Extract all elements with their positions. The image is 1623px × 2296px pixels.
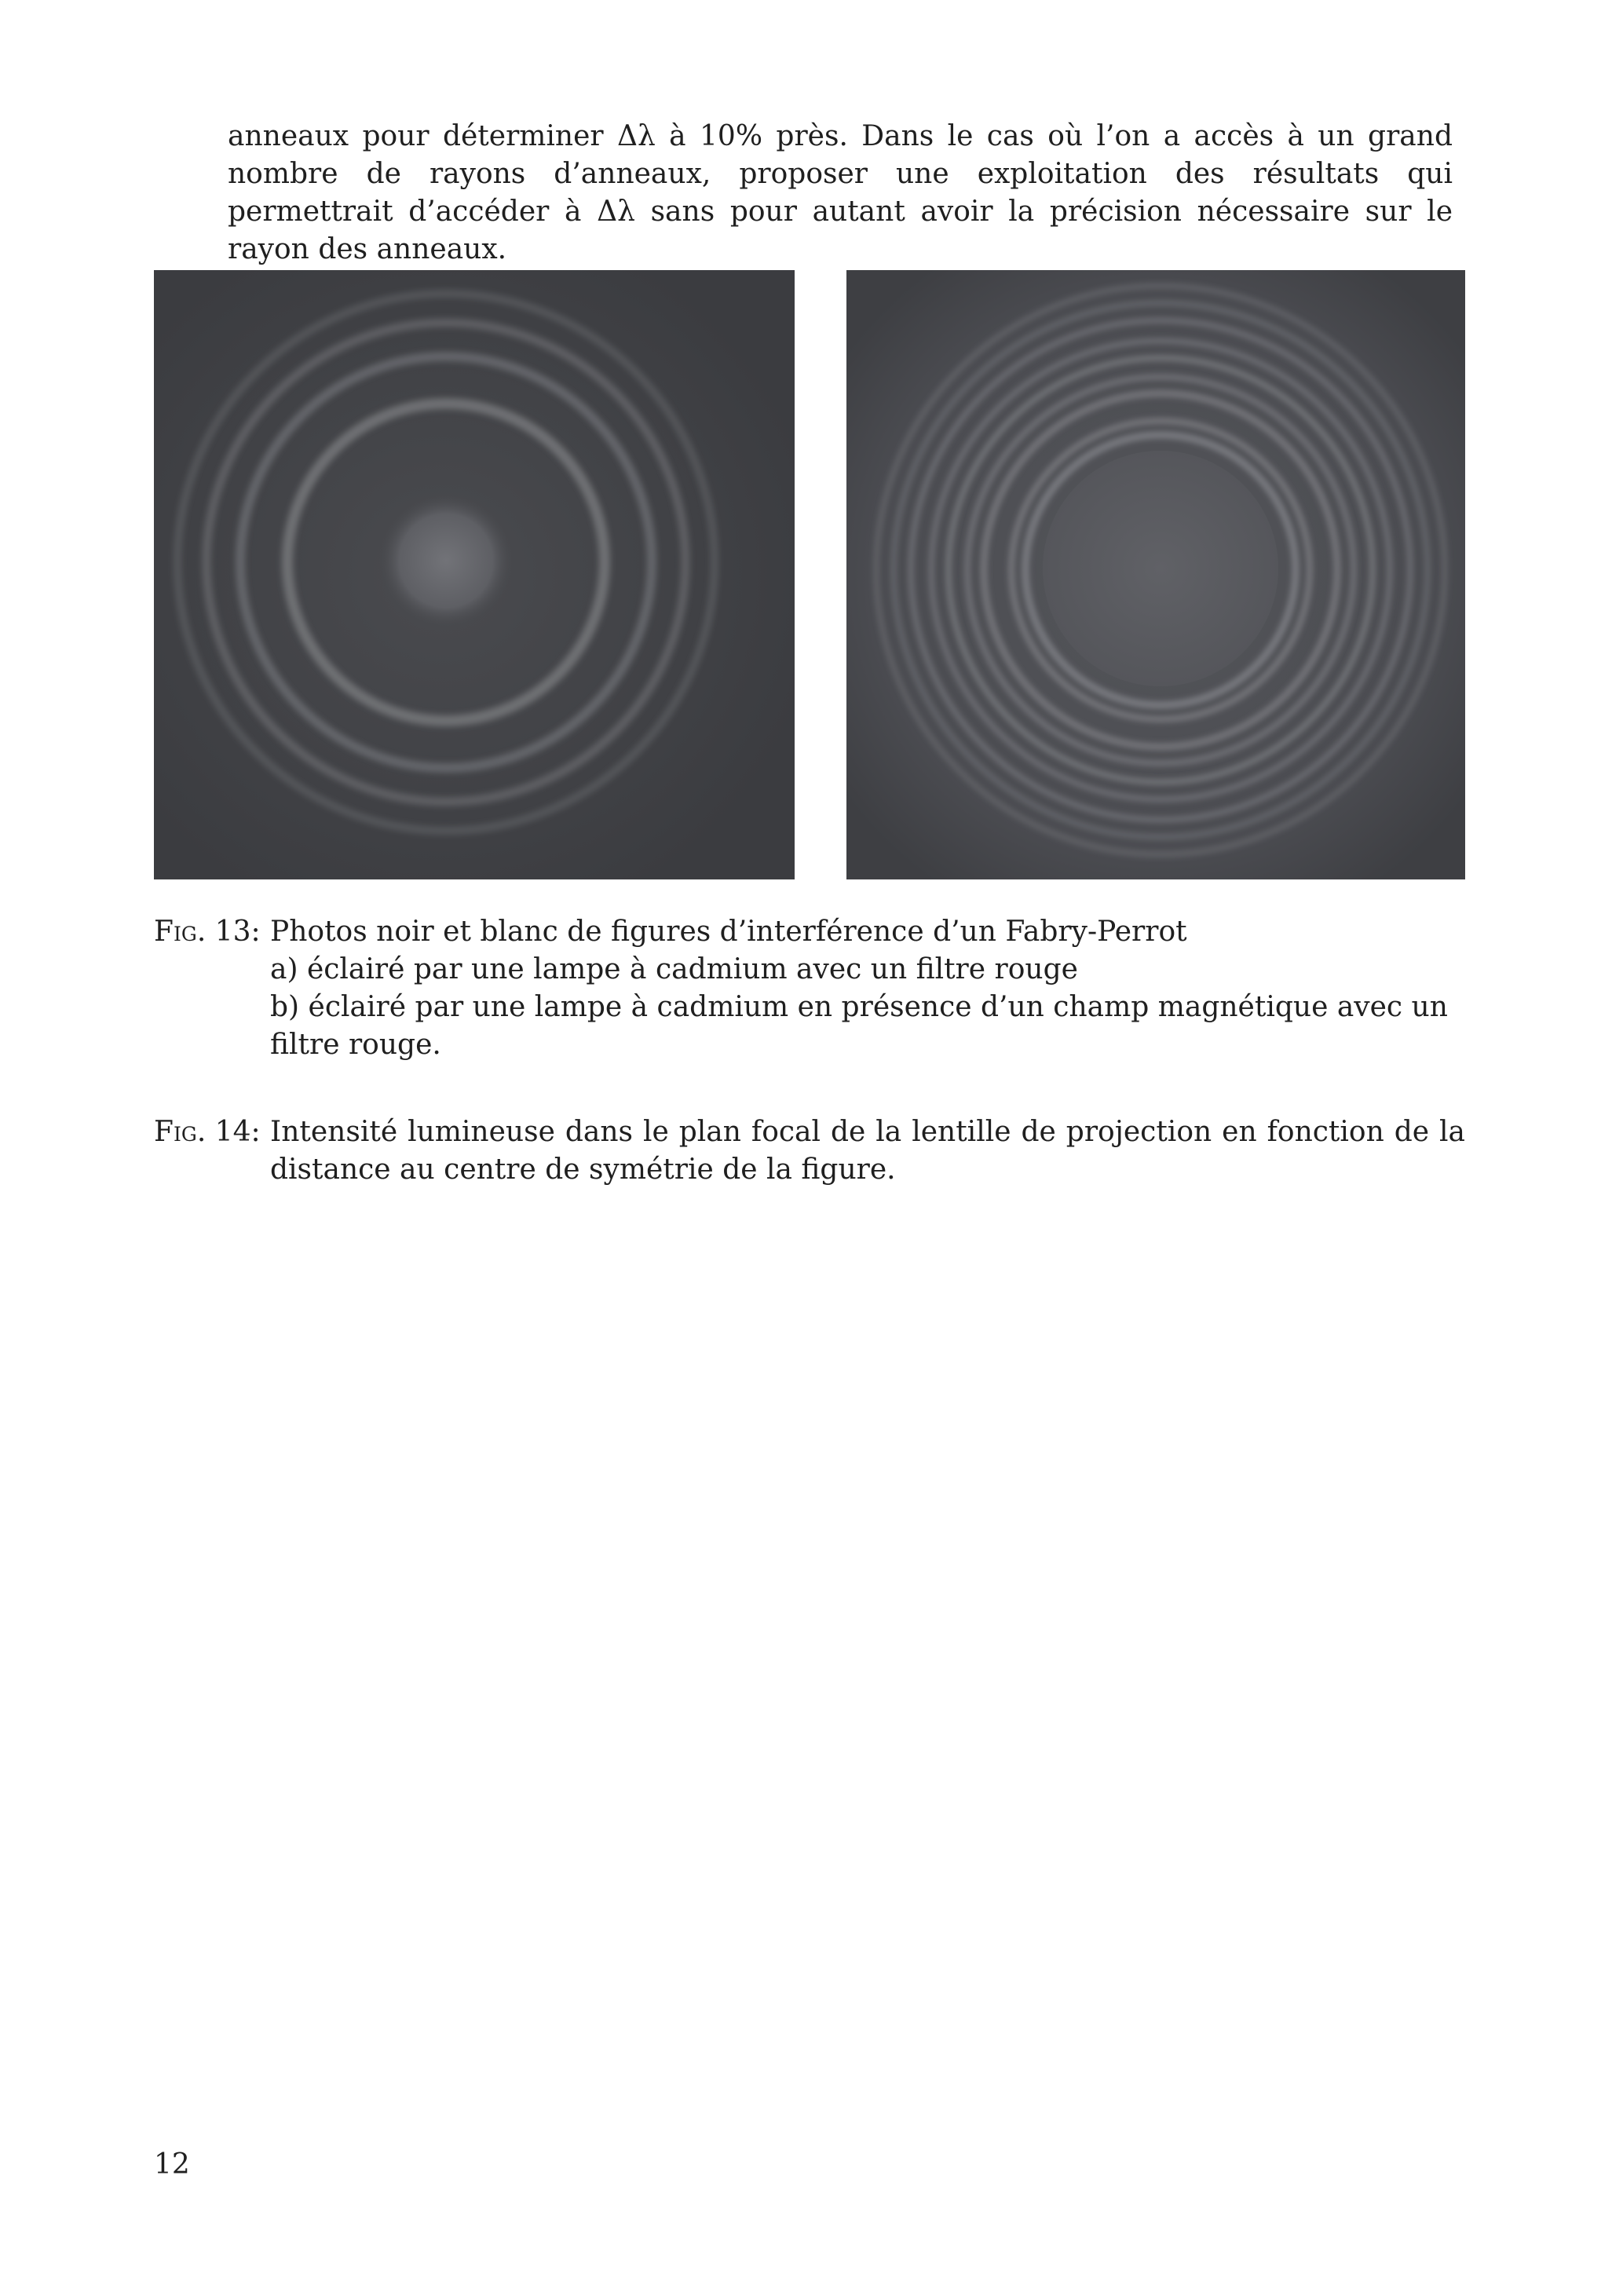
intro-paragraph: anneaux pour déterminer Δλ à 10% près. Dans le cas où l’on a accès à un grand nombre de rayons d’anneaux, proposer une exploitation des résultats qui permettrait d’accéder à Δλ sans pour autant avoir la précision nécessaire sur le rayon des anneaux. xyxy=(228,120,1453,265)
figure-13-line-2: a) éclairé par une lampe à cadmium avec un filtre rouge xyxy=(270,953,1078,985)
figure-14-text: Intensité lumineuse dans le plan focal de la lentille de projection en fonction de la distance au centre de symétrie de la figure. xyxy=(270,1116,1465,1186)
interference-photo-a xyxy=(154,270,795,879)
figure-14-caption xyxy=(154,1113,1465,1189)
interference-photo-b xyxy=(846,270,1465,879)
figure-13-line-3: b) éclairé par une lampe à cadmium en présence d’un champ magnétique avec un filtre rouge. xyxy=(270,991,1448,1061)
figure-13-label: Fig. 13: xyxy=(154,916,261,948)
page-number: 12 xyxy=(154,2148,190,2181)
figure-14-label: Fig. 14: xyxy=(154,1116,261,1148)
figure-13-line-1: Photos noir et blanc de figures d’interférence d’un Fabry-Perrot xyxy=(270,916,1187,948)
figure-13-caption xyxy=(154,913,1465,1064)
